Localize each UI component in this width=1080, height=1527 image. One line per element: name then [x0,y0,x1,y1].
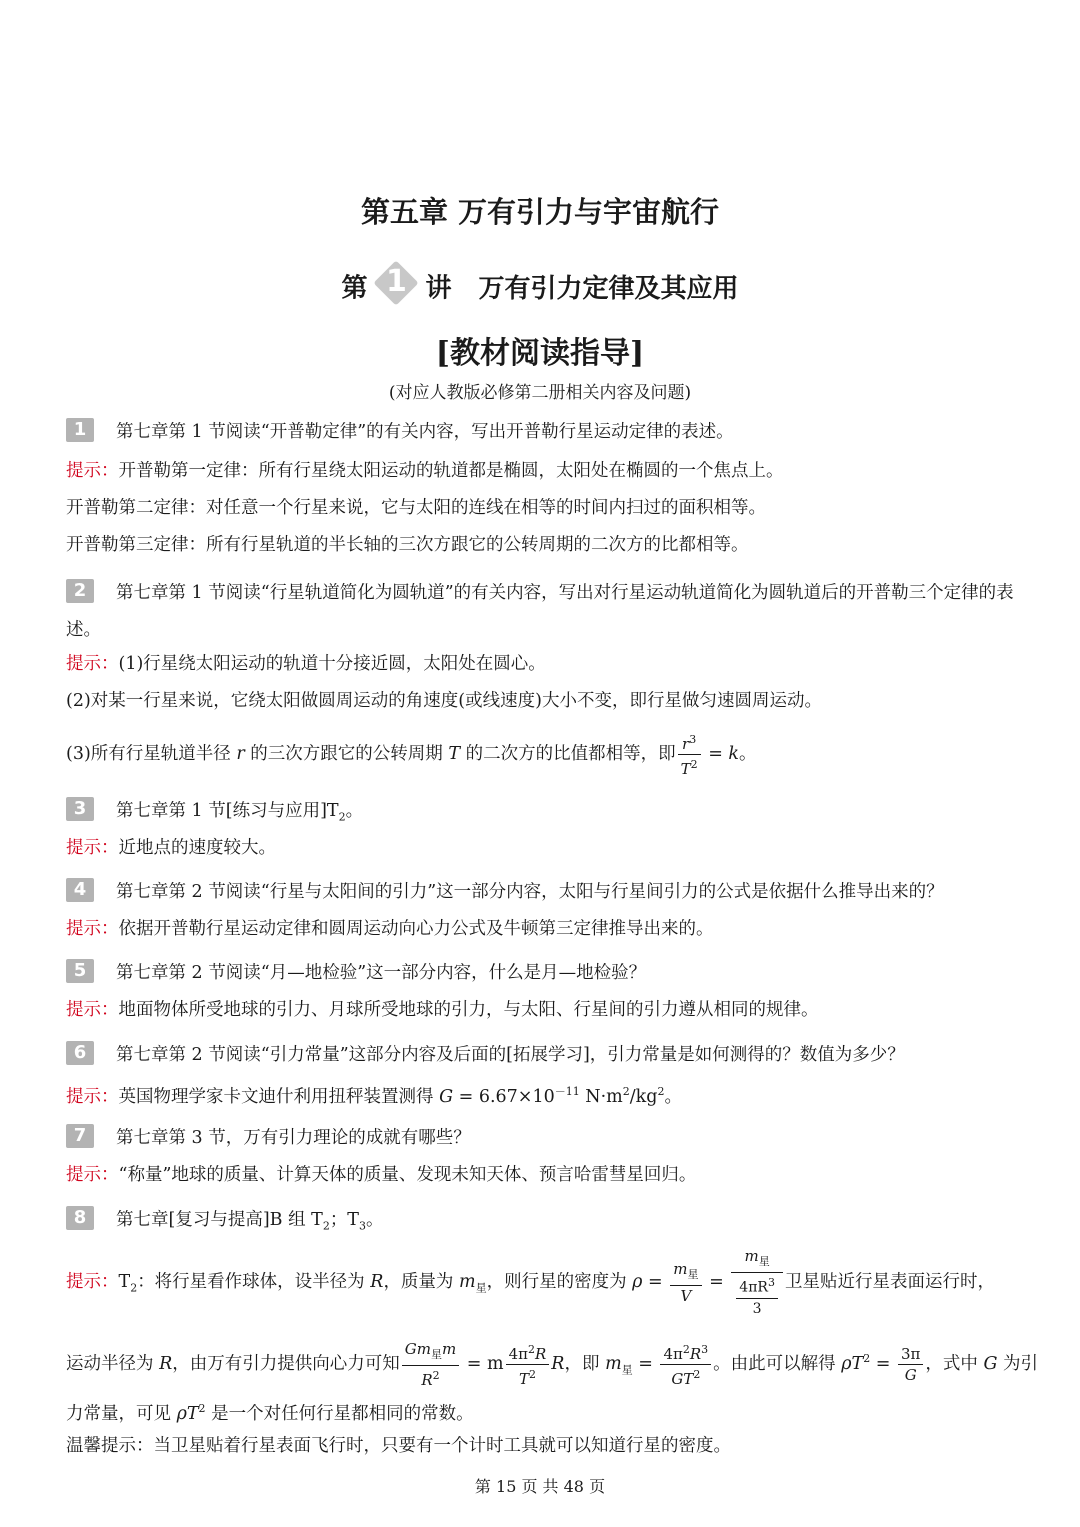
page-footer: 第 15 页 共 48 页 [474,1477,606,1496]
hint-2-line3: (3)所有行星轨道半径 r 的三次方跟它的公转周期 T 的二次方的比值都相等，即 $\frac{r^3}{T^2}$ = k。 [66,730,757,779]
chapter-title: 第五章 万有引力与宇宙航行 [360,195,720,229]
gravity-fraction: $\frac{Gm_星m}{R^2}$ [402,1339,459,1390]
question-number-8: 8 [66,1206,94,1230]
question-7: 7 第七章第 3 节，万有引力理论的成就有哪些？ [66,1124,471,1151]
question-number-4: 4 [66,878,94,902]
hint-label: 提示： [66,838,119,858]
question-8: 8 第七章[复习与提高]B 组 $T_2$；$T_3$。 [66,1206,384,1240]
guide-title: [教材阅读指导] [435,336,645,371]
warm-tip: 温馨提示：当卫星贴着行星表面飞行时，只要有一个计时工具就可以知道行星的密度。 [66,1436,731,1456]
hint-label: 提示： [66,1271,119,1292]
hint-3: 提示：近地点的速度较大。 [66,838,276,858]
hint-1-line3: 开普勒第三定律：所有行星轨道的半长轴的三次方跟它的公转周期的二次方的比都相等。 [66,535,749,555]
hint-2: 提示：(1)行星绕太阳运动的轨道十分接近圆，太阳处在圆心。 [66,654,546,674]
result-fraction: $\frac{3\pi}{G}$ [898,1344,923,1385]
hint-label: 提示： [66,1086,119,1107]
hint-2-line2: (2)对某一行星来说，它绕太阳做圆周运动的角速度(或线速度)大小不变，即行星做匀速圆周运动。 [66,691,822,711]
hint-8-line3: 力常量，可见 $\rho T^2$ 是一个对任何行星都相同的常数。 [66,1402,474,1424]
question-1: 1 第七章第 1 节阅读“开普勒定律”的有关内容，写出开普勒行星运动定律的表述。 [66,418,734,445]
hint-label: 提示： [66,461,119,481]
hint-label: 提示： [66,654,119,674]
hint-label: 提示： [66,919,119,939]
hint-label: 提示： [66,1165,119,1185]
hint-1-line2: 开普勒第二定律：对任意一个行星来说，它与太阳的连线在相等的时间内扫过的面积相等。 [66,498,766,518]
lecture-number: 1 [386,264,407,299]
lecture-suffix: 讲 [425,273,452,304]
lecture-number-badge [373,260,419,306]
question-3: 3 第七章第 1 节[练习与应用]$T_2$。 [66,797,363,831]
question-number-6: 6 [66,1041,94,1065]
question-6: 6 第七章第 2 节阅读“引力常量”这部分内容及后面的[拓展学习]，引力常量是如何测得的？数值为多少？ [66,1041,905,1068]
lecture-title: 万有引力定律及其应用 [478,273,739,304]
hint-4: 提示：依据开普勒行星运动定律和圆周运动向心力公式及牛顿第三定律推导出来的。 [66,919,714,939]
question-number-3: 3 [66,797,94,821]
guide-subtitle: (对应人教版必修第二册相关内容及问题) [388,383,692,403]
hint-6: 提示：英国物理学家卡文迪什利用扭秤装置测得 $G = 6.67\times 10^{-11}$ $N\cdot m^2/kg^2$。 [66,1085,682,1107]
hint-5: 提示：地面物体所受地球的引力、月球所受地球的引力，与太阳、行星间的引力遵从相同的规律。 [66,1000,819,1020]
mass-fraction: $\frac{4\pi^2R^3}{GT^2}$ [660,1340,711,1389]
density-fraction-2: $\frac{m_星}{\frac{4\pi R^3}{3}}$ [731,1246,783,1319]
question-number-5: 5 [66,959,94,983]
hint-8-line2: 运动半径为 R，由万有引力提供向心力可知 $\frac{Gm_星m}{R^2}$ = m $\frac{4\pi^2R}{T^2}$ R，即 $m_星$ = $\frac{4\pi^2R^3}{GT^2}$ 。由此可以解得 $\rho T^2$ = $\frac{3\pi}{G}$ ，式中 G 为引 [66,1339,1039,1389]
question-number-1: 1 [66,418,94,442]
question-4: 4 第七章第 2 节阅读“行星与太阳间的引力”这一部分内容，太阳与行星间引力的公式是依据什么推导出来的？ [66,878,944,905]
hint-8: 提示：$T_2$：将行星看作球体，设半径为 R，质量为 $m_星$，则行星的密度为 ρ = $\frac{m_星}{V}$ = $\frac{m_星}{\frac{4\pi R^3}{3}}$ 卫星贴近行星表面运行时， [66,1247,995,1317]
centripetal-fraction: $\frac{4\pi^2R}{T^2}$ [506,1340,550,1389]
question-2: 2 第七章第 1 节阅读“行星轨道简化为圆轨道”的有关内容，写出对行星运动轨道简化为圆轨道后的开普勒三个定律的表述。 [66,580,1014,640]
question-5: 5 第七章第 2 节阅读“月—地检验”这一部分内容，什么是月—地检验？ [66,959,646,986]
density-fraction-1: $\frac{m_星}{V}$ [670,1259,701,1306]
question-number-2: 2 [66,579,94,603]
lecture-prefix: 第 [341,273,368,304]
hint-label: 提示： [66,1000,119,1020]
kepler-fraction: $\frac{r^3}{T^2}$ [678,730,701,779]
hint-1: 提示：开普勒第一定律：所有行星绕太阳运动的轨道都是椭圆，太阳处在椭圆的一个焦点上。 [66,461,784,481]
lecture-heading [0,266,1080,312]
hint-7: 提示：“称量”地球的质量、计算天体的质量、发现未知天体、预言哈雷彗星回归。 [66,1165,697,1185]
question-number-7: 7 [66,1124,94,1148]
